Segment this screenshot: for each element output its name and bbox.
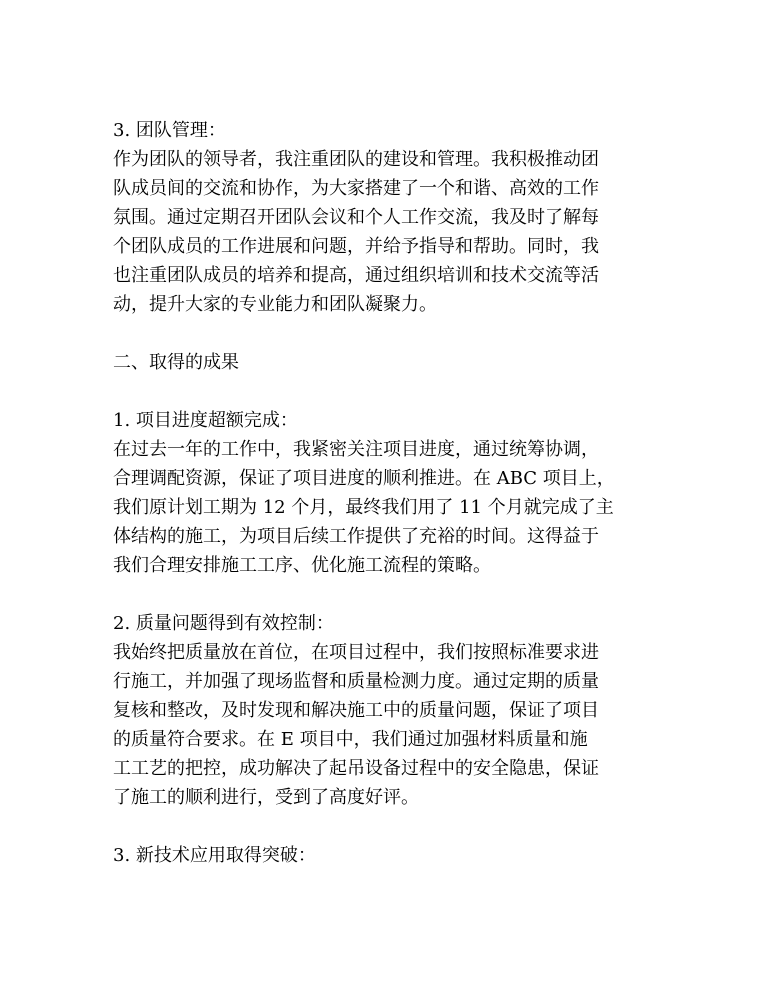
- paragraph-line: 工工艺的把控，成功解决了起吊设备过程中的安全隐患，保证: [113, 758, 599, 779]
- paragraph-line: 在过去一年的工作中，我紧密关注项目进度，通过统筹协调，: [113, 439, 599, 460]
- paragraph-line: 合理调配资源，保证了项目进度的顺利推进。在 ABC 项目上，: [113, 468, 615, 489]
- paragraph-line: 行施工，并加强了现场监督和质量检测力度。通过定期的质量: [113, 671, 599, 692]
- paragraph-line: 氛围。通过定期召开团队会议和个人工作交流，我及时了解每: [113, 207, 599, 228]
- paragraph-line: 队成员间的交流和协作，为大家搭建了一个和谐、高效的工作: [113, 178, 599, 199]
- section-heading-project-progress: 1. 项目进度超额完成：: [113, 410, 298, 431]
- paragraph-spacer: [113, 580, 653, 609]
- section-title-results: 二、取得的成果: [113, 352, 239, 373]
- paragraph-line: 我始终把质量放在首位，在项目过程中，我们按照标准要求进: [113, 642, 599, 663]
- paragraph-line: 个团队成员的工作进展和问题，并给予指导和帮助。同时，我: [113, 236, 599, 257]
- section-heading-new-technology: 3. 新技术应用取得突破：: [113, 845, 316, 866]
- paragraph-line: 了施工的顺利进行，受到了高度好评。: [113, 787, 419, 808]
- paragraph-line: 动，提升大家的专业能力和团队凝聚力。: [113, 294, 437, 315]
- paragraph-spacer: [113, 377, 653, 406]
- section-heading-quality-control: 2. 质量问题得到有效控制：: [113, 613, 334, 634]
- paragraph-line: 我们合理安排施工工序、优化施工流程的策略。: [113, 555, 491, 576]
- paragraph-spacer: [113, 812, 653, 841]
- paragraph-line: 体结构的施工，为项目后续工作提供了充裕的时间。这得益于: [113, 526, 599, 547]
- paragraph-line: 也注重团队成员的培养和提高，通过组织培训和技术交流等活: [113, 265, 599, 286]
- paragraph-line: 我们原计划工期为 12 个月，最终我们用了 11 个月就完成了主: [113, 497, 614, 518]
- paragraph-line: 作为团队的领导者，我注重团队的建设和管理。我积极推动团: [113, 149, 599, 170]
- paragraph-line: 的质量符合要求。在 E 项目中，我们通过加强材料质量和施: [113, 729, 588, 750]
- paragraph-spacer: [113, 319, 653, 348]
- section-heading-team-management: 3. 团队管理：: [113, 120, 226, 141]
- document-body: [113, 116, 653, 870]
- paragraph-line: 复核和整改，及时发现和解决施工中的质量问题，保证了项目: [113, 700, 599, 721]
